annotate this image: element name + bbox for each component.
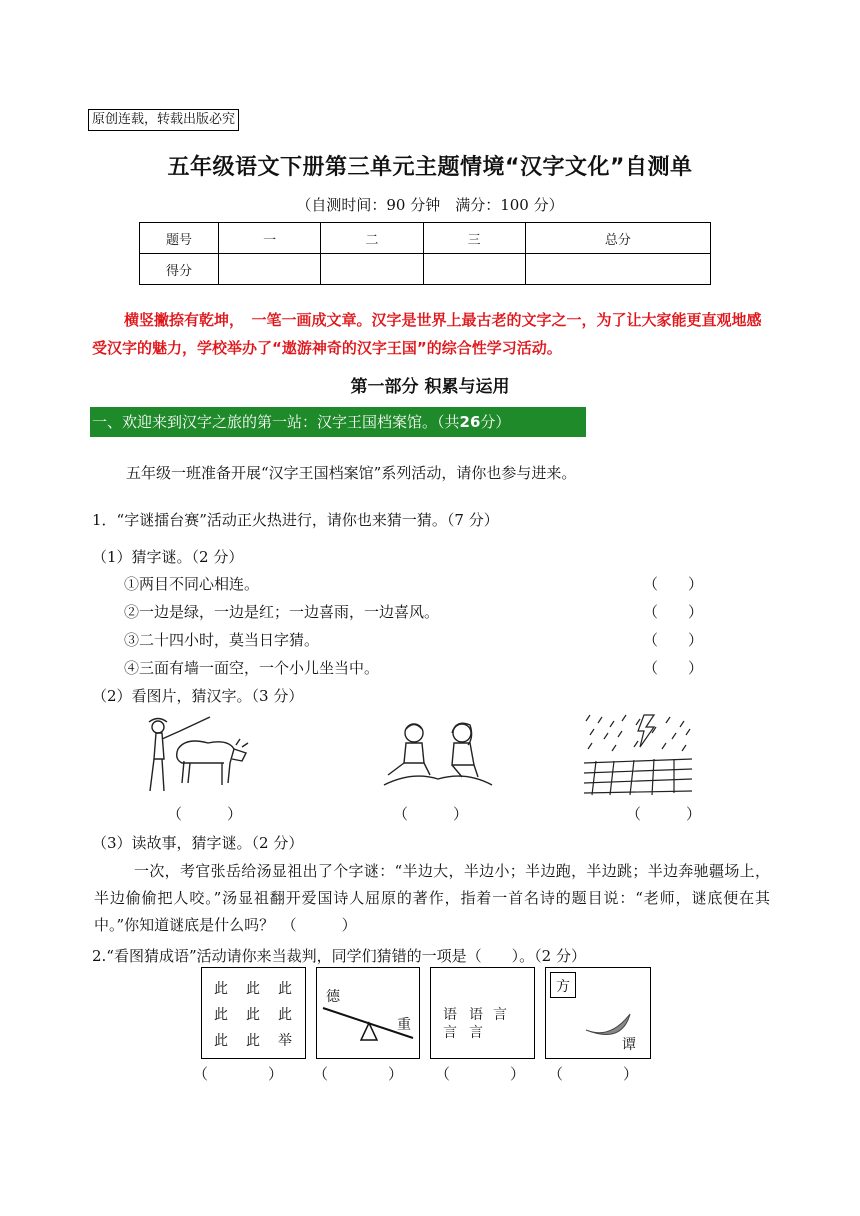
score-table-cell: 总分 bbox=[525, 223, 710, 254]
score-table-score-row bbox=[140, 254, 711, 285]
score-input-cell[interactable] bbox=[219, 254, 321, 285]
part-heading: 第一部分 积累与运用 bbox=[350, 377, 510, 397]
box-char: 此 bbox=[278, 981, 292, 997]
score-table-cell: 题号 bbox=[140, 223, 219, 254]
page-title: 五年级语文下册第三单元主题情境“汉字文化”自测单 bbox=[167, 155, 693, 180]
box-char: 方 bbox=[556, 979, 570, 995]
box-char: 此 bbox=[246, 1007, 260, 1023]
idiom-picture-box-2 bbox=[316, 967, 420, 1059]
box-char: 此 bbox=[246, 981, 260, 997]
picture-answer-blank[interactable]: （ ） bbox=[626, 805, 702, 823]
idiom-answer-blank[interactable]: （ ） bbox=[548, 1065, 639, 1083]
page-subtitle: （自测时间：90 分钟 满分：100 分） bbox=[296, 196, 564, 214]
answer-blank[interactable]: （ ） bbox=[643, 575, 704, 593]
question-1-sub2: （2）看图片，猜汉字。（3 分） bbox=[92, 687, 304, 705]
farmer-with-ox-picture bbox=[138, 713, 250, 797]
seesaw-icon bbox=[317, 968, 419, 1058]
box-char: 此 bbox=[214, 981, 228, 997]
box-char: 此 bbox=[246, 1033, 260, 1049]
answer-blank[interactable]: （ ） bbox=[643, 659, 704, 677]
answer-blank[interactable]: （ ） bbox=[643, 603, 704, 621]
score-input-cell[interactable] bbox=[525, 254, 710, 285]
idiom-answer-blank[interactable]: （ ） bbox=[313, 1065, 404, 1083]
question-1-sub3: （3）读故事，猜字谜。（2 分） bbox=[92, 834, 304, 852]
score-table bbox=[139, 222, 711, 285]
box-char: 言 bbox=[443, 1025, 457, 1041]
box-char: 语 bbox=[469, 1007, 483, 1023]
question-1-stem: 1．“字谜擂台赛”活动正火热进行，请你也来猜一猜。（7 分） bbox=[92, 511, 499, 529]
question-1-sub1: （1）猜字谜。（2 分） bbox=[92, 548, 244, 566]
box-char: 此 bbox=[278, 1007, 292, 1023]
score-table-cell: 一 bbox=[219, 223, 321, 254]
score-input-cell[interactable] bbox=[423, 254, 525, 285]
box-char: 重 bbox=[397, 1017, 411, 1033]
riddle-item: ③二十四小时，莫当日字猜。 bbox=[124, 631, 320, 649]
idiom-picture-box-1 bbox=[201, 967, 306, 1059]
idiom-picture-box-3 bbox=[430, 967, 535, 1059]
box-char: 语 bbox=[443, 1007, 457, 1023]
box-char: 谭 bbox=[622, 1037, 636, 1053]
section-banner-suffix: 分） bbox=[480, 413, 511, 431]
picture-answer-blank[interactable]: （ ） bbox=[393, 805, 469, 823]
copyright-stamp: 原创连载，转载出版必究 bbox=[88, 109, 239, 131]
picture-answer-blank[interactable]: （ ） bbox=[167, 805, 243, 823]
box-char: 举 bbox=[278, 1033, 292, 1049]
riddle-story: 一次，考官张岳给汤显祖出了个字谜：“半边大，半边小；半边跑，半边跳；半边奔驰疆场上，半边偷偷把人咬。”汤显祖翻开爱国诗人屈原的著作，指着一首名诗的题目说：“老师，谜底便在其中。”你知道谜底是什么吗？ （ ） bbox=[94, 862, 770, 934]
rain-over-field-picture bbox=[582, 713, 694, 799]
riddle-item: ②一边是绿，一边是红；一边喜雨，一边喜风。 bbox=[124, 603, 440, 621]
children-sitting-picture bbox=[382, 715, 494, 799]
idiom-picture-box-4 bbox=[545, 967, 651, 1059]
box-char: 德 bbox=[326, 989, 340, 1005]
section-banner bbox=[90, 407, 586, 437]
box-char: 言 bbox=[469, 1025, 483, 1041]
section-banner-prefix: 一、欢迎来到汉字之旅的第一站：汉字王国档案馆。（共 bbox=[92, 413, 460, 431]
box-char: 此 bbox=[214, 1033, 228, 1049]
box-char: 言 bbox=[493, 1007, 507, 1023]
score-table-cell: 二 bbox=[321, 223, 423, 254]
answer-blank[interactable]: （ ） bbox=[643, 631, 704, 649]
score-table-cell: 三 bbox=[423, 223, 525, 254]
intro-paragraph: 横竖撇捺有乾坤， 一笔一画成文章。汉字是世界上最古老的文字之一，为了让大家能更直观地感受汉字的魅力，学校举办了“遨游神奇的汉字王国”的综合性学习活动。 bbox=[92, 311, 762, 357]
question-2-stem: 2.“看图猜成语”活动请你来当裁判，同学们猜错的一项是（ ）。（2 分） bbox=[92, 947, 586, 965]
riddle-item: ④三面有墙一面空，一个小儿坐当中。 bbox=[124, 659, 380, 677]
riddle-item: ①两目不同心相连。 bbox=[124, 575, 260, 593]
score-input-cell[interactable] bbox=[321, 254, 423, 285]
section-score: 26 bbox=[459, 413, 481, 431]
box-char: 此 bbox=[214, 1007, 228, 1023]
idiom-answer-blank[interactable]: （ ） bbox=[193, 1065, 284, 1083]
idiom-answer-blank[interactable]: （ ） bbox=[435, 1065, 526, 1083]
score-table-cell: 得分 bbox=[140, 254, 219, 285]
score-table-header-row bbox=[140, 223, 711, 254]
section-intro: 五年级一班准备开展“汉字王国档案馆”系列活动，请你也参与进来。 bbox=[126, 464, 577, 482]
